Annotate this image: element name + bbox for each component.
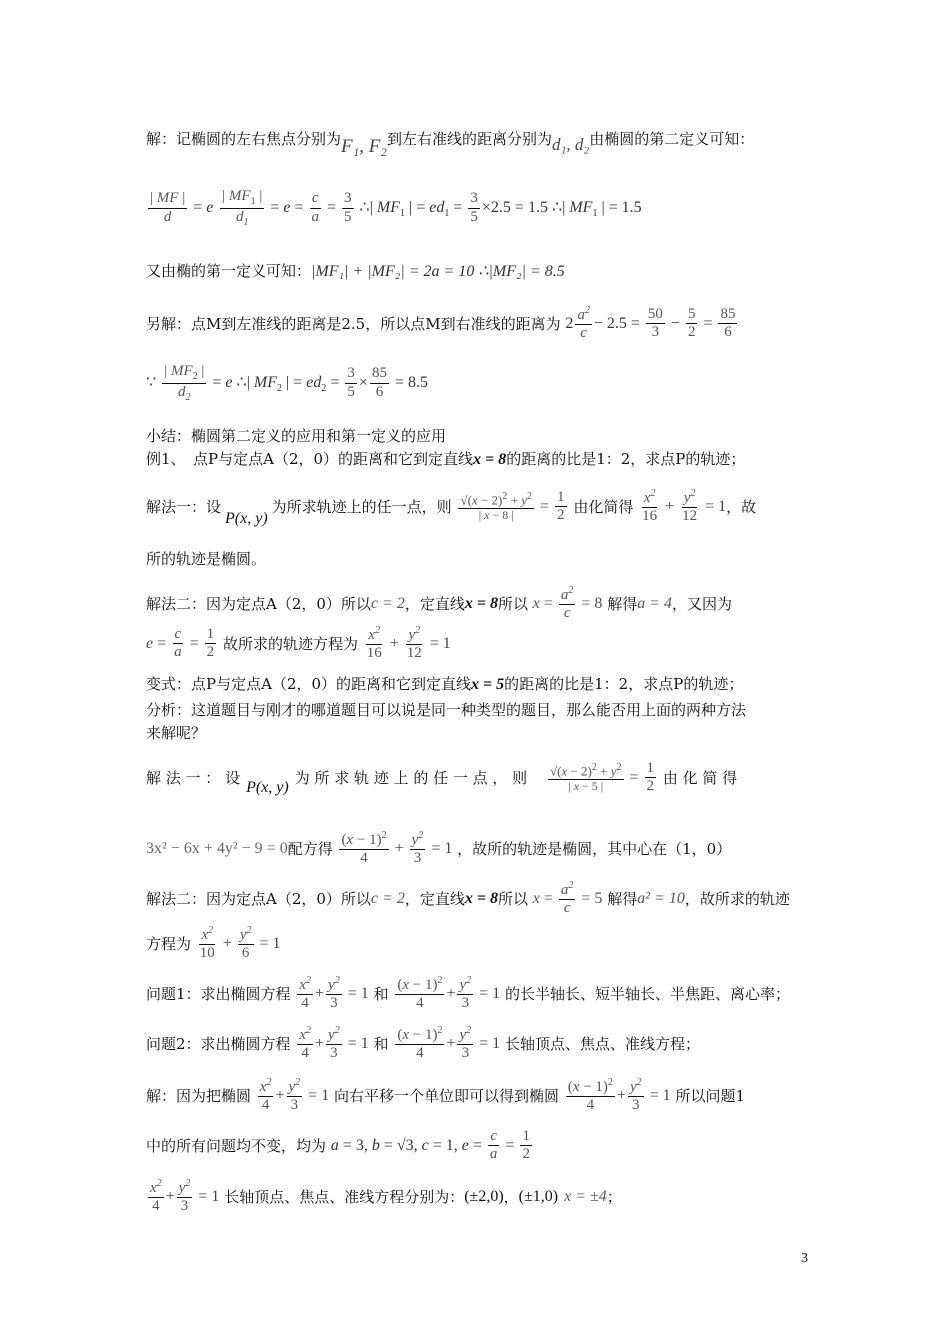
line-15 [146,760,830,797]
text: 所以问题1 [675,1086,745,1105]
text: ，故 [726,497,757,516]
math-directrix: 2 $\frac{a^2}{c}$ − 2.5 = $\frac{50}{3}$ − $\frac{5}{2}$ = $\frac{85}{6}$ [565,305,736,342]
text: 解法二：因为定点A（2，0）所以 [146,889,371,908]
text: ， [503,1187,519,1206]
math-x5: x = 5 [471,676,505,693]
text: 的距离的比是1：2，求点P的轨迹； [504,675,744,693]
math-a2c-8: x = $\frac{a^2}{c}$ = 8 [532,585,603,622]
line-2-formula: $\frac{| MF |}{d}$ = e $\frac{| MF_1 |}{d_1}$ = e = $\frac{c}{a}$ = $\frac{3}{5}$ ∴| $MF_1$ | = $ed_1$ = $\frac{3}{5}$ ×2.5 = 1.5 ∴| $MF_1$ | = 1.5 [150,188,642,228]
text: ，又因为 [672,594,733,613]
math-ellipse-4-3: $\frac{x^2}{4}$ + $\frac{y^2}{3}$ = 1 [299,1025,369,1062]
text: 问题2：求出椭圆方程 [146,1034,291,1053]
line-1 [146,130,830,159]
line-3 [146,262,830,281]
text: 例1、 点P与定点A（2，0）的距离和它到定直线 [146,450,474,468]
text: 问题1：求出椭圆方程 [146,984,291,1003]
math-vertex: (±2,0) [464,1188,504,1206]
text: 分析：这道题目与刚才的哪道题目可以说是同一种类型的题目，那么能否用上面的两种方法 [146,701,747,719]
line-17 [146,880,830,918]
line-4 [146,305,830,343]
text: 为 所 求 轨 迹 上 的 任 一 点 ， 则 [294,768,528,787]
math-f1f2: F₁, F₂ [341,136,387,157]
math-focus: (±1,0) [518,1188,559,1206]
text: 配方得 [287,839,333,858]
page-number: 3 [801,1251,808,1266]
text: 到左右准线的距离分别为 [386,130,552,148]
line-8 [146,488,830,528]
text: 解得 [607,594,638,613]
text: 所以 [497,594,528,613]
math-shifted-ellipse: $\frac{(x - 1)^2}{4}$ + $\frac{y^2}{3}$ = 1 [341,830,453,867]
math-shifted-ellipse: $\frac{(x - 1)^2}{4}$ + $\frac{y^2}{3}$ = 1 [567,1077,671,1114]
text: 故所求的轨迹方程为 [222,634,358,653]
line-16 [146,830,830,868]
math-ellipse-4-3: $\frac{x^2}{4}$ + $\frac{y^2}{3}$ = 1 [150,1178,220,1215]
math-ellipse-4-3: $\frac{x^2}{4}$ + $\frac{y^2}{3}$ = 1 [259,1077,330,1114]
text: 方程为 [146,934,192,953]
math-shifted-ellipse: $\frac{(x - 1)^2}{4}$ + $\frac{y^2}{3}$ = 1 [397,975,501,1012]
line-5-formula: ∵ $\frac{| MF_2 |}{d_2}$ = e ∴| $MF_2$ | = $ed_2$ = $\frac{3}{5}$ × $\frac{85}{6}$ = 8.5 [146,363,428,403]
math-ratio-5: $\frac{√(x - 2)^2 + y^2}{| x - 5 |}$ = $\frac{1}{2}$ [549,760,655,795]
text: 又由椭的第一定义可知： [146,262,312,280]
text: ，定直线 [404,889,465,908]
line-12-variant [146,675,830,694]
text: 解：记椭圆的左右焦点分别为 [146,130,342,148]
math-d1d2: d₁, d₂ [551,135,590,154]
line-14 [146,724,830,742]
math-a2-10: a² = 10 [637,890,685,908]
math-ellipse-16-12: $\frac{x^2}{16}$ + $\frac{y^2}{12}$ = 1 [642,488,727,525]
line-19-question-1 [146,975,830,1013]
line-22 [146,1128,830,1164]
text: 解法一：设 [146,497,222,516]
math-expanded: 3x² − 6x + 4y² − 9 = 0 [146,840,288,858]
line-13 [146,701,830,719]
text: 由 化 简 得 [662,768,738,787]
text: 来解呢？ [146,724,207,742]
text: 变式：点P与定点A（2，0）的距离和它到定直线 [146,675,472,693]
math-ellipse-4-3: $\frac{x^2}{4}$ + $\frac{y^2}{3}$ = 1 [299,975,369,1012]
math-ratio: $\frac{√(x - 2)^2 + y^2}{| x - 8 |}$ = $\frac{1}{2}$ [460,489,565,524]
text: 的距离的比是1：2，求点P的轨迹； [506,450,746,468]
text: ，故所求的轨迹 [684,889,790,908]
text: ，定直线 [404,594,465,613]
text: 的长半轴长、短半轴长、半焦距、离心率； [504,984,790,1003]
line-10 [146,585,830,623]
line-6-summary [146,427,830,445]
math-c2: c = 2 [370,890,405,908]
math-pxy: P(x, y) [225,509,268,527]
text: 长轴顶点、焦点、准线方程分别为： [224,1187,465,1206]
line-18 [146,925,830,963]
math-a2c-5: x = $\frac{a^2}{c}$ = 5 [532,880,603,917]
math-x8: x = 8 [464,890,498,908]
text: ，故所的轨迹是椭圆，其中心在（1，0） [457,839,732,858]
math-a4: a = 4 [637,595,673,613]
math-eccentricity: e = $\frac{c}{a}$ = $\frac{1}{2}$ [146,626,215,661]
line-21 [146,1077,830,1115]
math-c2: c = 2 [370,595,405,613]
text: 中的所有问题均不变，均为 [146,1136,327,1155]
line-20-question-2 [146,1025,830,1063]
math-sum: |MF₁| + |MF₂| = 2a = 10 ∴|MF₂| = 8.5 [311,263,565,280]
text: 小结：椭圆第二定义的应用和第一定义的应用 [146,427,447,445]
text: ； [606,1187,622,1206]
text: 由椭圆的第二定义可知： [589,130,755,148]
math-x8: x = 8 [464,595,498,613]
text: 所以 [497,889,528,908]
line-11 [146,625,830,663]
line-9 [146,550,830,568]
text: 向右平移一个单位即可以得到椭圆 [333,1086,559,1105]
text: 解得 [607,889,638,908]
text: 由化简得 [573,497,634,516]
text: 另解：点M到左准线的距离是2.5，所以点M到右准线的距离为 [146,314,561,333]
text: 解：因为把椭圆 [146,1086,252,1105]
text: 解 法 一 ： 设 [146,768,241,787]
math-directrix-eq: x = ±4 [564,1188,607,1206]
math-shifted-ellipse: $\frac{(x - 1)^2}{4}$ + $\frac{y^2}{3}$ = 1 [397,1025,501,1062]
text: 为所求轨迹上的任一点，则 [271,497,452,516]
text: 和 [373,984,389,1003]
text: 解法二：因为定点A（2，0）所以 [146,594,371,613]
line-23 [146,1178,830,1216]
math-parameters: a = 3, b = √3, c = 1, e = $\frac{c}{a}$ = $\frac{1}{2}$ [330,1128,530,1163]
text: 和 [373,1034,389,1053]
text: 长轴顶点、焦点、准线方程； [504,1034,700,1053]
math-ellipse-10-6: $\frac{x^2}{10}$ + $\frac{y^2}{6}$ = 1 [199,925,281,962]
math-ellipse-16-12: $\frac{x^2}{16}$ + $\frac{y^2}{12}$ = 1 [366,625,451,662]
text: 所的轨迹是椭圆。 [146,550,267,568]
math-pxy: P(x, y) [246,778,289,796]
line-7-example [146,450,830,469]
math-x8: x = 8 [473,451,507,468]
